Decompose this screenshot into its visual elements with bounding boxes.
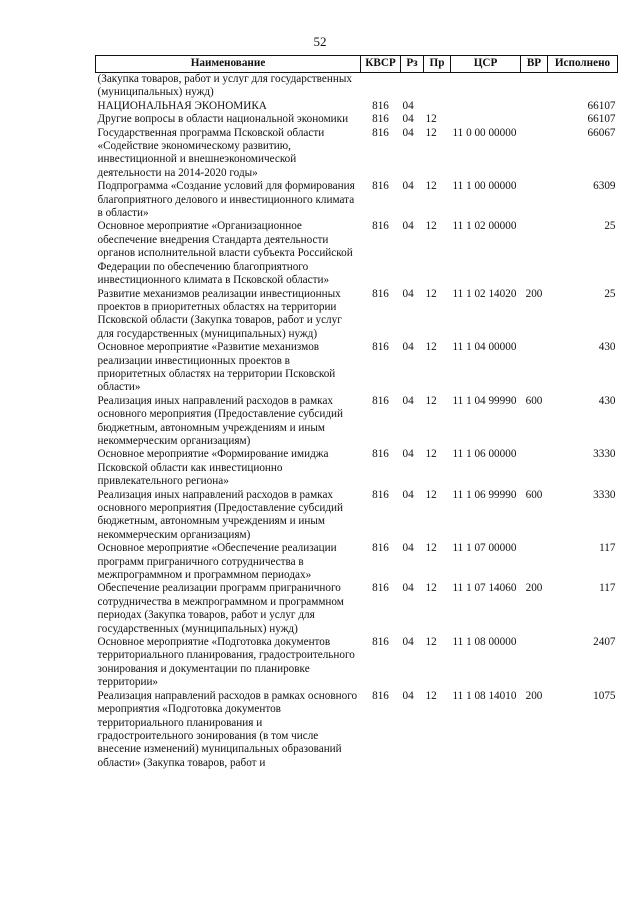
- cell-name: Другие вопросы в области национальной экономики: [97, 113, 349, 126]
- cell-pr: 12: [425, 180, 437, 193]
- cell-csr: 11 1 04 99990: [452, 394, 517, 407]
- cell-csr: 11 1 02 00000: [452, 220, 517, 233]
- cell-kvsr: [361, 73, 401, 100]
- cell-done: 117: [599, 582, 616, 595]
- table-header: [96, 56, 618, 73]
- cell-done: 25: [604, 220, 616, 233]
- cell-vr: [521, 341, 548, 395]
- cell-pr: 12: [425, 636, 437, 649]
- cell-kvsr: 816: [372, 448, 389, 461]
- table-row: [96, 542, 618, 582]
- cell-name: Реализация иных направлений расходов в рамках основного мероприятия (Предоставление субсидий бюджетным, автономным учреждениям и иным некоммерческим организациям): [97, 488, 343, 541]
- cell-kvsr: 816: [372, 488, 389, 501]
- cell-rz: 04: [402, 113, 414, 126]
- cell-pr: 12: [425, 394, 437, 407]
- cell-pr: 12: [425, 488, 437, 501]
- cell-rz: 04: [402, 220, 414, 233]
- table-row: [96, 341, 618, 395]
- cell-done: 66107: [587, 99, 616, 112]
- cell-done: 1075: [593, 689, 616, 702]
- cell-pr: 12: [425, 542, 437, 555]
- cell-kvsr: 816: [372, 636, 389, 649]
- cell-vr: 200: [525, 582, 543, 595]
- cell-rz: [401, 73, 424, 100]
- table-row: [96, 636, 618, 690]
- table-row: [96, 100, 618, 113]
- cell-done: 25: [604, 287, 616, 300]
- cell-vr: [521, 73, 548, 100]
- cell-rz: 04: [402, 636, 414, 649]
- cell-kvsr: 816: [372, 582, 389, 595]
- cell-kvsr: 816: [372, 99, 389, 112]
- cell-kvsr: 816: [372, 180, 389, 193]
- header-csr: ЦСР: [451, 56, 521, 73]
- cell-name: Основное мероприятие «Развитие механизмов реализации инвестиционных проектов в приоритетных областях на территории Псковской области»: [97, 341, 336, 394]
- table-row: [96, 113, 618, 126]
- cell-name: Основное мероприятие «Формирование имиджа Псковской области как инвестиционно привлекательного региона»: [97, 448, 329, 488]
- table-row: [96, 220, 618, 287]
- cell-kvsr: 816: [372, 220, 389, 233]
- cell-pr: [424, 73, 451, 100]
- cell-vr: [521, 127, 548, 181]
- cell-csr: 11 1 08 00000: [452, 636, 517, 649]
- table-row: [96, 582, 618, 636]
- cell-rz: 04: [402, 180, 414, 193]
- cell-done: 430: [598, 341, 616, 354]
- cell-done: 117: [599, 542, 616, 555]
- cell-rz: 04: [402, 394, 414, 407]
- cell-pr: [424, 100, 451, 113]
- cell-name: Основное мероприятие «Организационное обеспечение внедрения Стандарта деятельности органов исполнительной власти субъекта Российской Федерации по обеспечению благоприятного инвестиционного климата в Псковской области»: [97, 220, 353, 287]
- cell-rz: 04: [402, 341, 414, 354]
- budget-table: [95, 55, 618, 770]
- table-row: [96, 690, 618, 770]
- cell-name: Реализация направлений расходов в рамках основного мероприятия «Подготовка документов территориального планирования и градостроительного зонирования (в том числе внесение изменений) муниципальных образований области» (Закупка товаров, работ и: [97, 689, 358, 769]
- cell-csr: 11 1 07 14060: [452, 582, 517, 595]
- cell-done: 66107: [587, 113, 616, 126]
- cell-name: Развитие механизмов реализации инвестиционных проектов в приоритетных областях на территории Псковской области (Закупка товаров, работ и услуг для государственных (муниципальных) нужд): [97, 287, 342, 340]
- cell-vr: [521, 636, 548, 690]
- cell-done: 430: [598, 394, 616, 407]
- table-row: [96, 127, 618, 181]
- cell-done: 3330: [593, 448, 616, 461]
- cell-kvsr: 816: [372, 542, 389, 555]
- header-name: Наименование: [96, 56, 361, 73]
- header-pr: Пр: [424, 56, 451, 73]
- cell-kvsr: 816: [372, 126, 389, 139]
- table-row: [96, 180, 618, 220]
- page-number: 52: [313, 34, 327, 49]
- table-row: [96, 288, 618, 342]
- cell-pr: 12: [425, 448, 437, 461]
- cell-csr: 11 1 06 99990: [452, 488, 517, 501]
- cell-name: Реализация иных направлений расходов в рамках основного мероприятия (Предоставление субсидий бюджетным, автономным учреждениям и иным некоммерческим организациям): [97, 394, 343, 447]
- cell-name: (Закупка товаров, работ и услуг для государственных (муниципальных) нужд): [97, 73, 352, 99]
- cell-csr: 11 1 04 00000: [452, 341, 517, 354]
- table-row: [96, 489, 618, 543]
- cell-csr: 11 0 00 00000: [452, 126, 517, 139]
- cell-vr: 200: [525, 287, 543, 300]
- cell-vr: [521, 220, 548, 287]
- cell-csr: 11 1 08 14010: [452, 689, 517, 702]
- table-row: [96, 395, 618, 449]
- cell-pr: 12: [425, 689, 437, 702]
- cell-vr: [521, 100, 548, 113]
- cell-csr: 11 1 00 00000: [452, 180, 517, 193]
- cell-vr: 200: [525, 689, 543, 702]
- cell-csr: [451, 113, 521, 126]
- cell-vr: [521, 180, 548, 220]
- cell-rz: 04: [402, 126, 414, 139]
- header-kvsr: КВСР: [361, 56, 401, 73]
- cell-kvsr: 816: [372, 287, 389, 300]
- cell-rz: 04: [402, 582, 414, 595]
- cell-name: НАЦИОНАЛЬНАЯ ЭКОНОМИКА: [97, 99, 267, 112]
- cell-rz: 04: [402, 689, 414, 702]
- cell-rz: 04: [402, 542, 414, 555]
- cell-done: 2407: [593, 636, 616, 649]
- cell-pr: 12: [425, 113, 437, 126]
- cell-csr: [451, 73, 521, 100]
- cell-rz: 04: [402, 99, 414, 112]
- cell-csr: 11 1 02 14020: [452, 287, 517, 300]
- header-vr: ВР: [521, 56, 548, 73]
- header-done: Исполнено: [548, 56, 618, 73]
- cell-vr: 600: [525, 394, 543, 407]
- cell-pr: 12: [425, 287, 437, 300]
- cell-rz: 04: [402, 488, 414, 501]
- cell-done: 6309: [593, 180, 616, 193]
- cell-csr: [451, 100, 521, 113]
- cell-done: 66067: [587, 126, 616, 139]
- table-body: [96, 73, 618, 771]
- cell-kvsr: 816: [372, 341, 389, 354]
- cell-kvsr: 816: [372, 689, 389, 702]
- cell-csr: 11 1 07 00000: [452, 542, 517, 555]
- header-rz: Рз: [401, 56, 424, 73]
- cell-pr: 12: [425, 220, 437, 233]
- cell-done: [548, 73, 618, 100]
- table-row: [96, 73, 618, 100]
- cell-done: 3330: [593, 488, 616, 501]
- cell-name: Обеспечение реализации программ приграничного сотрудничества в межпрограммном и программном периодах (Закупка товаров, работ и услуг для государственных (муниципальных) нужд): [97, 582, 344, 635]
- cell-csr: 11 1 06 00000: [452, 448, 517, 461]
- cell-pr: 12: [425, 126, 437, 139]
- cell-name: Государственная программа Псковской области «Содействие экономическому развитию, инвестиционной и внешнеэкономической деятельности на 2014-2020 годы»: [97, 126, 325, 179]
- cell-vr: [521, 542, 548, 582]
- cell-rz: 04: [402, 448, 414, 461]
- table-row: [96, 448, 618, 488]
- cell-vr: [521, 113, 548, 126]
- cell-pr: 12: [425, 582, 437, 595]
- cell-kvsr: 816: [372, 394, 389, 407]
- cell-pr: 12: [425, 341, 437, 354]
- cell-name: Подпрограмма «Создание условий для формирования благоприятного делового и инвестиционного климата в области»: [97, 180, 355, 220]
- cell-vr: [521, 448, 548, 488]
- cell-rz: 04: [402, 287, 414, 300]
- cell-vr: 600: [525, 488, 543, 501]
- cell-kvsr: 816: [372, 113, 389, 126]
- cell-name: Основное мероприятие «Подготовка документов территориального планирования, градостроительного зонирования и документации по планировке территории»: [97, 636, 355, 689]
- cell-name: Основное мероприятие «Обеспечение реализации программ приграничного сотрудничества в межпрограммном и программном периодах»: [97, 542, 337, 582]
